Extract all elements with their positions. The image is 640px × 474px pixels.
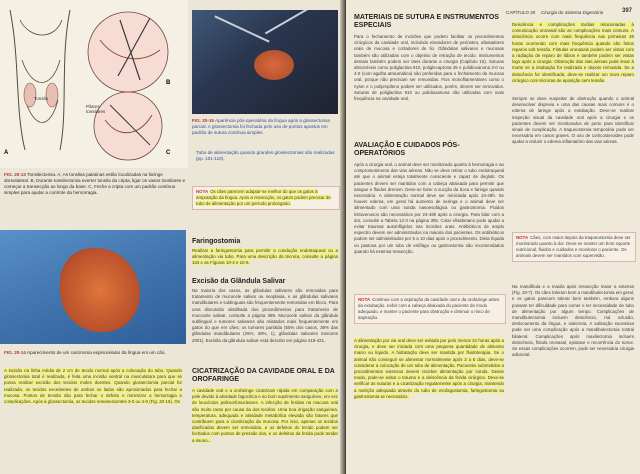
figure-20-14-caption [4, 350, 184, 356]
right-bottom-text: A alimentação por via oral deve ser evitada por pelo menos 24 horas após a cirurgia, e deve ser iniciada com uma pequena quantidade de alimento macio ou líquido. A hidratação deve ser mantida por fluidoterapia. Se o animal não conseguir se alimentar normalmente após 3 a 5 dias, deve-se considerar a colocação de um tubo de alimentação. Pacientes submetidos a procedimentos extensos devem receber alimentação por sonda. Desse modo, pode-se evitar o trauma e a deiscência da ferida cirúrgica. Deve-se verificar as suturas e a cicatrização regularmente após a cirurgia, mantendo a nutrição adequada através do tubo de esofagostomia, faringostomia ou gastrostomia se necessário. [354, 338, 504, 399]
note-box-left [192, 186, 340, 210]
figure-20-14-text: Aparecimento de um carcinoma espinocelular da língua em um cão. [27, 350, 166, 355]
col2-text-1: Deiscência e complicações tardias relacionadas à comunicação oronasal são as complicações mais comuns. A deiscência ocorre com mais frequência nas primeiras 48 horas ocorrendo com mais frequência quando são feitos reparos sob tensão. Fístulas oronasais podem ser vistas com a radiação de reparo de lábios e também podem ser vistas logo após a cirurgia. Obstrução das vias aéreas pode levar à morte se a intubação for realizada e depois removida. Se a deiscência for identificada, deve-se realizar um novo reparo cirúrgico com técnicas de aposição sem tensão. [512, 22, 634, 83]
excisao-paragraph [192, 288, 338, 360]
label-c: C [166, 150, 171, 156]
cicatrizacao-text: A cavidade oral e a orofaringe cicatrizam rápida em comparação com a pele devido à atividade fagocítica e ao bom suprimento sanguíneo, em vez de leucócitos polimorfonucleares. A infecção de feridas na mucosa oral são muito raras por causa da dos tecidos. Uma boa irrigação sanguínea, temperatura, adequada e atividade metabólica elevada são fatores que contribuem para a cicatrização da mucosa. Por isso, apenas os tecidos danificados devem ser removidos, e os defeitos do tecido podem ser fechados com pontos de pressão dos, e os defeitos da ferida pode tender a imuno... [192, 388, 338, 443]
heading-faringostomia: Faringostomia [192, 238, 241, 245]
col2-text-3: Na mandíbula e a maxila após ressecção maior a extensa (Fig. 20-7). Os cães toleram bem a mandibulectomia em geral, e os gatos parecem tolerar bem também, embora alguns possam ter dificuldade para comer e ter necessidade de tubo de alimentação por algum tempo. Complicações de mandibulectomia incluem deiscência, má oclusão, deslocamento da língua, e sialorreia. A salivação excessiva pode ser uma complicação após a mandibulectomia rostral bilateral. Complicações após maxilectomia incluem deiscência, fístula oronasal, epistaxe e recorrência do tumor. Se essas complicações ocorrem, pode ser necessária cirurgia adicional. [512, 284, 634, 358]
label-b: B [166, 80, 171, 86]
heading-cicatrizacao: CICATRIZAÇÃO DA CAVIDADE ORAL E DA OROFARINGE [192, 368, 335, 383]
col2-paragraph-2 [512, 96, 634, 226]
figure-20-15-text: Aparência pós-operatória da língua após a glossectomia parcial. A glossectomia foi fechada pelo uso de pontos apostos em padrão de sutura contínua simples. [192, 118, 330, 135]
note-label-left: NOTA [196, 189, 209, 194]
col2-paragraph-1 [512, 22, 634, 92]
left-bottom-text: A incisão na linha média de 2 cm de tecido normal após a colocação do tubo. Quando glossectomia total é realizada, é feita uma incisão ventral na musculatura para que se possa realizar excisão dos tecidos moles doentes. Quando glossectomia parcial for realizada, os tecidos excedentes de ambos os lados são aproximados para fechar a mucosa. Pontos de tensão são para fechar o defeito e minimizar a hemorragia e complicações. Após a glossectomia, os tecidos remanescentes 3-0 ou 4-0 (Fig. 20-15). Os [4, 368, 182, 405]
note-box-right [512, 232, 636, 262]
note-text-left: Os cães parecem adaptar-se melhor do que os gatos à amputação da língua. Após a ressecção, os gatos podem precisar de tubo de alimentação por um período prolongado. [196, 189, 331, 206]
note-text-center: Continue com a aspiração da cavidade oral e da orofaringe antes da extubação, exibir com a cabeça abaixada do paciente de modo adequado, e manter o paciente para obstrução e diminuir o risco de aspiração. [358, 297, 500, 320]
figure-20-15-number: FIG. 20-15 [192, 118, 214, 123]
heading-avaliacao: AVALIAÇÃO E CUIDADOS PÓS-OPERATÓRIOS [354, 142, 460, 157]
label-a: A [4, 150, 9, 156]
heading-excisao: Excisão da Glândula Salivar [192, 278, 286, 285]
avaliacao-paragraph [354, 162, 504, 290]
chapter-title: Cirurgia do Sistema Digestório [541, 10, 604, 15]
figure-20-14-photo [0, 230, 186, 344]
left-bottom-paragraph [4, 368, 182, 472]
tonsillectomy-drawing [0, 0, 188, 168]
figure-20-15-caption [192, 118, 338, 136]
note-label-center: NOTA [358, 297, 371, 302]
note-label-right: NOTA [516, 235, 529, 240]
faringostomia-text: Realizar a faringostomia para permitir a condução endotraqueal ou a alimentação via tubo. Para uma descrição da técnica, consulte a página 104 e as Figuras 10-4 e 10-5. [192, 248, 338, 266]
col2-text-2: Sempre se deve suspeitar de obstrução quando o animal desenvolver dispneia e uma das causas mais comuns é o edema de laringe após a extubação. Deve-se realizar inspeção visual da cavidade oral após a cirurgia e os pacientes devem ser monitorados de perto para identificar sinais de complicação. A traqueostomia temporária pode ser necessária em casos graves. O uso de corticosteroides pode ajudar a reduzir o edema inflamatório das vias aéreas. [512, 96, 634, 145]
heading-materiais: MATERIAIS DE SUTURA E INSTRUMENTOS ESPECIAIS [354, 14, 499, 29]
excisao-text: Na maioria dos casos, as glândulas salivares são removidas para tratamento de mucocele salivar ou neoplasia, e as glândulas salivares mandibulares e sublinguais são frequentemente removidas em bloco. Para uma discussão detalhada dos procedimentos para tratamento de mucocele salivar, consulte a página 389. Mucocele salivar da glândula sublingual e tumores salivares são relatados mais frequentemente em gatos do que em cães; os tumores parótida (55% dos casos, 39% das glândulas mandibulares (25%, 39%, 1), glândulas salivares menores 2001). Excisão da glândula salivar está descrito em página 419-421. [192, 288, 338, 343]
note-text-right: Cães, com maior depois da traqueostomia deve ser monitorado quanto à dor. Deve-se manter um bom suporte nutricional, fluidos e cuidados e monitorar o paciente. Os animais devem ser mantidos com supervisão. [516, 235, 631, 258]
figure-20-13-caption [4, 172, 186, 196]
tube-feeding-text: Tubo de alimentação quando grandes glossectomias são realizadas (pp. 101-110). [196, 150, 335, 161]
right-bottom-paragraph [354, 338, 504, 472]
note-box-center [354, 294, 506, 324]
page-number: 397 [622, 8, 633, 14]
materiais-paragraph [354, 34, 504, 138]
materiais-text: Para o fechamento de incisões que podem facilitar os procedimentos cirúrgicos da cavidade oral, incluindo elevadores de periósteo, afastadores orais de mucosa e cortadores de fio. Glândulas salivares e mucosas também são utilizadas com o objetivo de retração de tecido. Instrumentos dentais também podem ser úteis durante a cirurgia (Capítulo 16). Suturas absorvíveis como poliglactina 910, poliglecaprona 25 e polidioxanona 3-0 ou 4-0 (com agulha atraumática) são preferidas para o fechamento da mucosa oral, porque não precisam ser removidas. Fios monofilamentares como o nylon e o polipropileno podem ser utilizados, porém, devem ser removidos. Suturas de poliglactina 910 ou polidioxanona são utilizadas com mais frequência na cavidade oral. [354, 34, 504, 102]
cicatrizacao-paragraph [192, 388, 338, 472]
col2-paragraph-3 [512, 284, 634, 472]
right-page [346, 0, 640, 474]
figure-20-13-number: FIG. 20-13 [4, 172, 26, 177]
figure-20-13-text: Tonsilectomia. A, As tonsilas palatinas estão localizadas na faringe dorsolateral. B, Durante tonsilectomia everter tonsila da cripta, ligar os vasos tonsilares e começar a transecção ao longo da base. C, Feche a cripta com um padrão contínuo simples para ajudar a controle da hemorragia. [4, 172, 186, 195]
label-pilares: Pilares tonsilares [86, 104, 106, 114]
chapter-header: CAPÍTULO 20 [506, 10, 536, 15]
avaliacao-text: Após a cirurgia oral, o animal deve ser monitorado quanto à hemorragia e ao comprometimento das vias aéreas. Não se deve retirar o tubo endotraqueal até que o animal esteja totalmente consciente e capaz de deglutir. Os pacientes devem ser mantidos com a cabeça abaixada para permitir que sangue e fluidos drenem. Deve-se fazer a sucção da boca e faringe quando necessário. A alimentação normal deve ser reiniciada após 24-48h. Se houver edema, em geral há aumento de seringa e o animal deve ser alimentado com uma sonda nasoesofágica ou gastrostomia. Fluidos intravenosos são necessários por 24-48h após a cirurgia. Para lidar com a dor, consulte a Tabela 12-3 na página 305. Colar elisabetano pode ajudar a evitar traumas autoinfligidos nas incisões orais. Antibióticos de amplo espectro devem ser administrados na maioria dos pacientes. Os antibióticos podem ser administrados por 5 a 10 dias após o procedimento. Dieta líquida ou pastosa por um tubo de esôfago ou gastrostomia são recomendados quando há extensa ressecção. [354, 162, 504, 254]
figure-20-14-number: FIG. 20-14 [4, 350, 26, 355]
figure-20-13-illustration [0, 0, 188, 168]
faringostomia-paragraph [192, 248, 338, 272]
figure-20-15-photo [192, 10, 338, 114]
label-tonsila: Tonsila [34, 96, 49, 101]
